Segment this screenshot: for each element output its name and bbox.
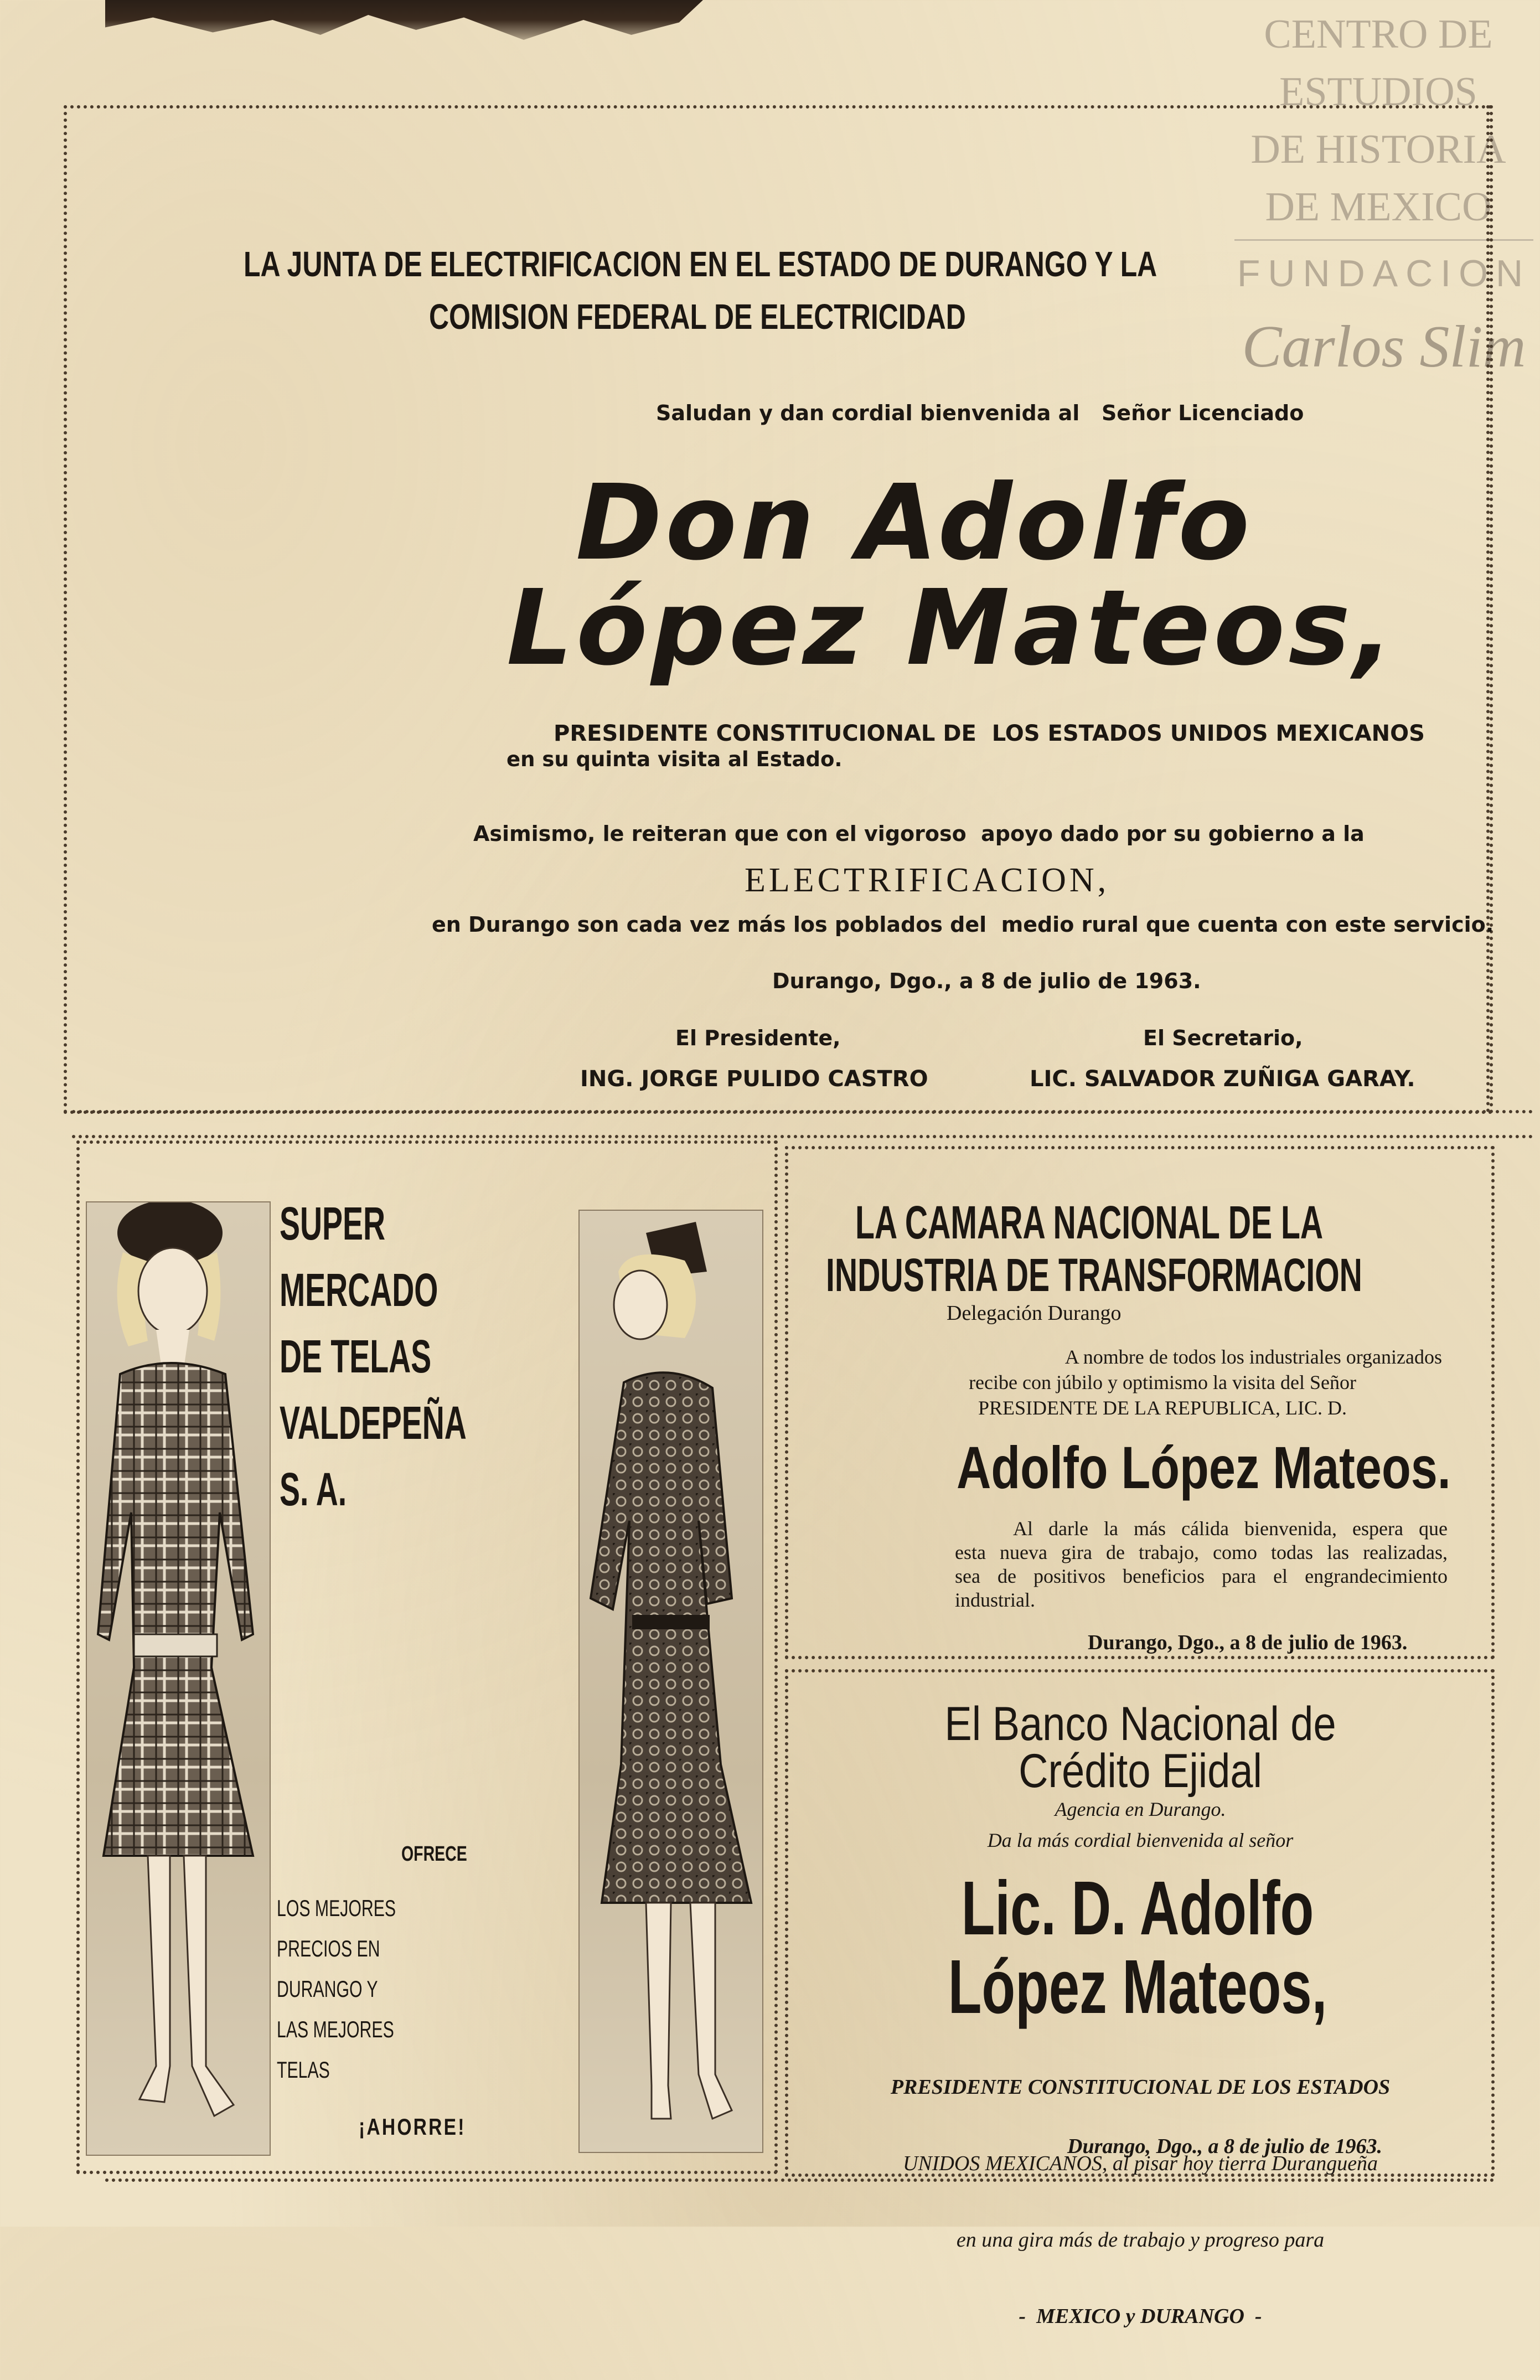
fabric-title-line: SUPER (280, 1197, 386, 1250)
banco-greeting: Da la más cordial bienvenida al señor (987, 1829, 1294, 1851)
top-ad-paragraph-line1: Asimismo, le reiteran que con el vigoroso apoyo dado por su gobierno a la (473, 822, 1365, 846)
fashion-illustration-right (578, 1210, 763, 2153)
banco-date: Durango, Dgo., a 8 de julio de 1963. (1067, 2135, 1382, 2158)
watermark-line: DE MEXICO (1265, 184, 1492, 230)
fabric-title-line: DE TELAS (280, 1330, 432, 1382)
camara-closing-line: Al darle la más cálida bienvenida, espera que (1013, 1517, 1448, 1540)
banco-name-line2: López Mateos, (948, 1944, 1327, 2030)
top-ad-inner-border (1486, 105, 1490, 1113)
fashion-illustration-left (86, 1201, 271, 2156)
top-ad-title-line2: en su quinta visita al Estado. (507, 747, 843, 771)
signer-secretary-role: El Secretario, (1143, 1026, 1303, 1050)
woman-lace-dress-icon (580, 1211, 762, 2152)
fabric-title-line: MERCADO (280, 1264, 438, 1316)
woman-plaid-dress-icon (87, 1202, 270, 2155)
camara-text-line: A nombre de todos los industriales organizados (1064, 1346, 1442, 1368)
banco-body-line: - MEXICO y DURANGO - (1019, 2305, 1262, 2328)
fabric-ofrece: OFRECE (401, 1842, 467, 1866)
top-ad-heading-line1: LA JUNTA DE ELECTRIFICACION EN EL ESTADO DE DURANGO Y LA (244, 244, 1157, 284)
camara-subheading: Delegación Durango (947, 1302, 1122, 1325)
section-divider (72, 1135, 1533, 1138)
camara-heading-line2: INDUSTRIA DE TRANSFORMACION (826, 1249, 1362, 1301)
watermark-signature: Carlos Slim (1242, 314, 1526, 380)
top-ad-date: Durango, Dgo., a 8 de julio de 1963. (772, 969, 1201, 993)
watermark-line: ESTUDIOS (1279, 69, 1477, 115)
camara-closing-line: industrial. (955, 1589, 1035, 1611)
top-ad-heading-line2: COMISION FEDERAL DE ELECTRICIDAD (429, 297, 966, 337)
torn-paper-edge (105, 0, 703, 50)
banco-heading-line1: El Banco Nacional de (944, 1697, 1336, 1751)
fabric-offer-line: PRECIOS EN (277, 1935, 380, 1961)
fabric-slogan: ¡AHORRE! (359, 2114, 466, 2140)
banco-body-line: PRESIDENTE CONSTITUCIONAL DE LOS ESTADOS (890, 2076, 1391, 2099)
signer-secretary-name: LIC. SALVADOR ZUÑIGA GARAY. (1030, 1066, 1415, 1092)
top-ad-name-line2: López Mateos, (507, 567, 1397, 689)
camara-text-line: recibe con júbilo y optimismo la visita del Señor (969, 1371, 1356, 1393)
camara-closing-line: sea de positivos beneficios para el engrandecimiento (955, 1565, 1448, 1587)
camara-text-line: PRESIDENTE DE LA REPUBLICA, LIC. D. (978, 1397, 1347, 1419)
watermark-line: CENTRO DE (1264, 12, 1493, 57)
section-divider (72, 1110, 1533, 1113)
top-ad-keyword: ELECTRIFICACION, (745, 861, 1110, 899)
fabric-offer-line: TELAS (277, 2057, 330, 2083)
camara-date: Durango, Dgo., a 8 de julio de 1963. (1088, 1631, 1408, 1654)
fabric-offer-line: LAS MEJORES (277, 2016, 394, 2042)
camara-closing-line: esta nueva gira de trabajo, como todas las realizadas, (955, 1541, 1448, 1563)
fabric-offer-line: DURANGO Y (277, 1976, 378, 2002)
bottom-divider (105, 2178, 1495, 2182)
banco-heading-line2: Crédito Ejidal (1019, 1744, 1262, 1798)
top-ad-paragraph-line2: en Durango son cada vez más los poblados del medio rural que cuenta con este servicio. (432, 912, 1494, 937)
watermark-fundacion: FUNDACION (1237, 252, 1531, 295)
banco-agency: Agencia en Durango. (1055, 1798, 1226, 1820)
banco-body-line: en una gira más de trabajo y progreso para (956, 2228, 1325, 2252)
top-ad-greeting: Saludan y dan cordial bienvenida al Señor Licenciado (656, 401, 1304, 425)
banco-body-line: UNIDOS MEXICANOS, al pisar hoy tierra Durangueña (902, 2152, 1378, 2175)
fabric-title-line: S. A. (280, 1463, 347, 1515)
signer-president-name: ING. JORGE PULIDO CASTRO (580, 1066, 928, 1092)
camara-heading-line1: LA CAMARA NACIONAL DE LA (855, 1196, 1324, 1248)
top-ad-title-line1: PRESIDENTE CONSTITUCIONAL DE LOS ESTADOS UNIDOS MEXICANOS (554, 721, 1425, 746)
fabric-offer-line: LOS MEJORES (277, 1895, 396, 1921)
watermark-line: DE HISTORIA (1250, 127, 1506, 172)
signer-president-role: El Presidente, (675, 1026, 841, 1050)
top-ad-name-line1: Don Adolfo (576, 462, 1253, 584)
fabric-title-line: VALDEPEÑA (280, 1397, 467, 1449)
banco-name-line1: Lic. D. Adolfo (961, 1866, 1314, 1951)
camara-name: Adolfo López Mateos. (957, 1434, 1451, 1501)
